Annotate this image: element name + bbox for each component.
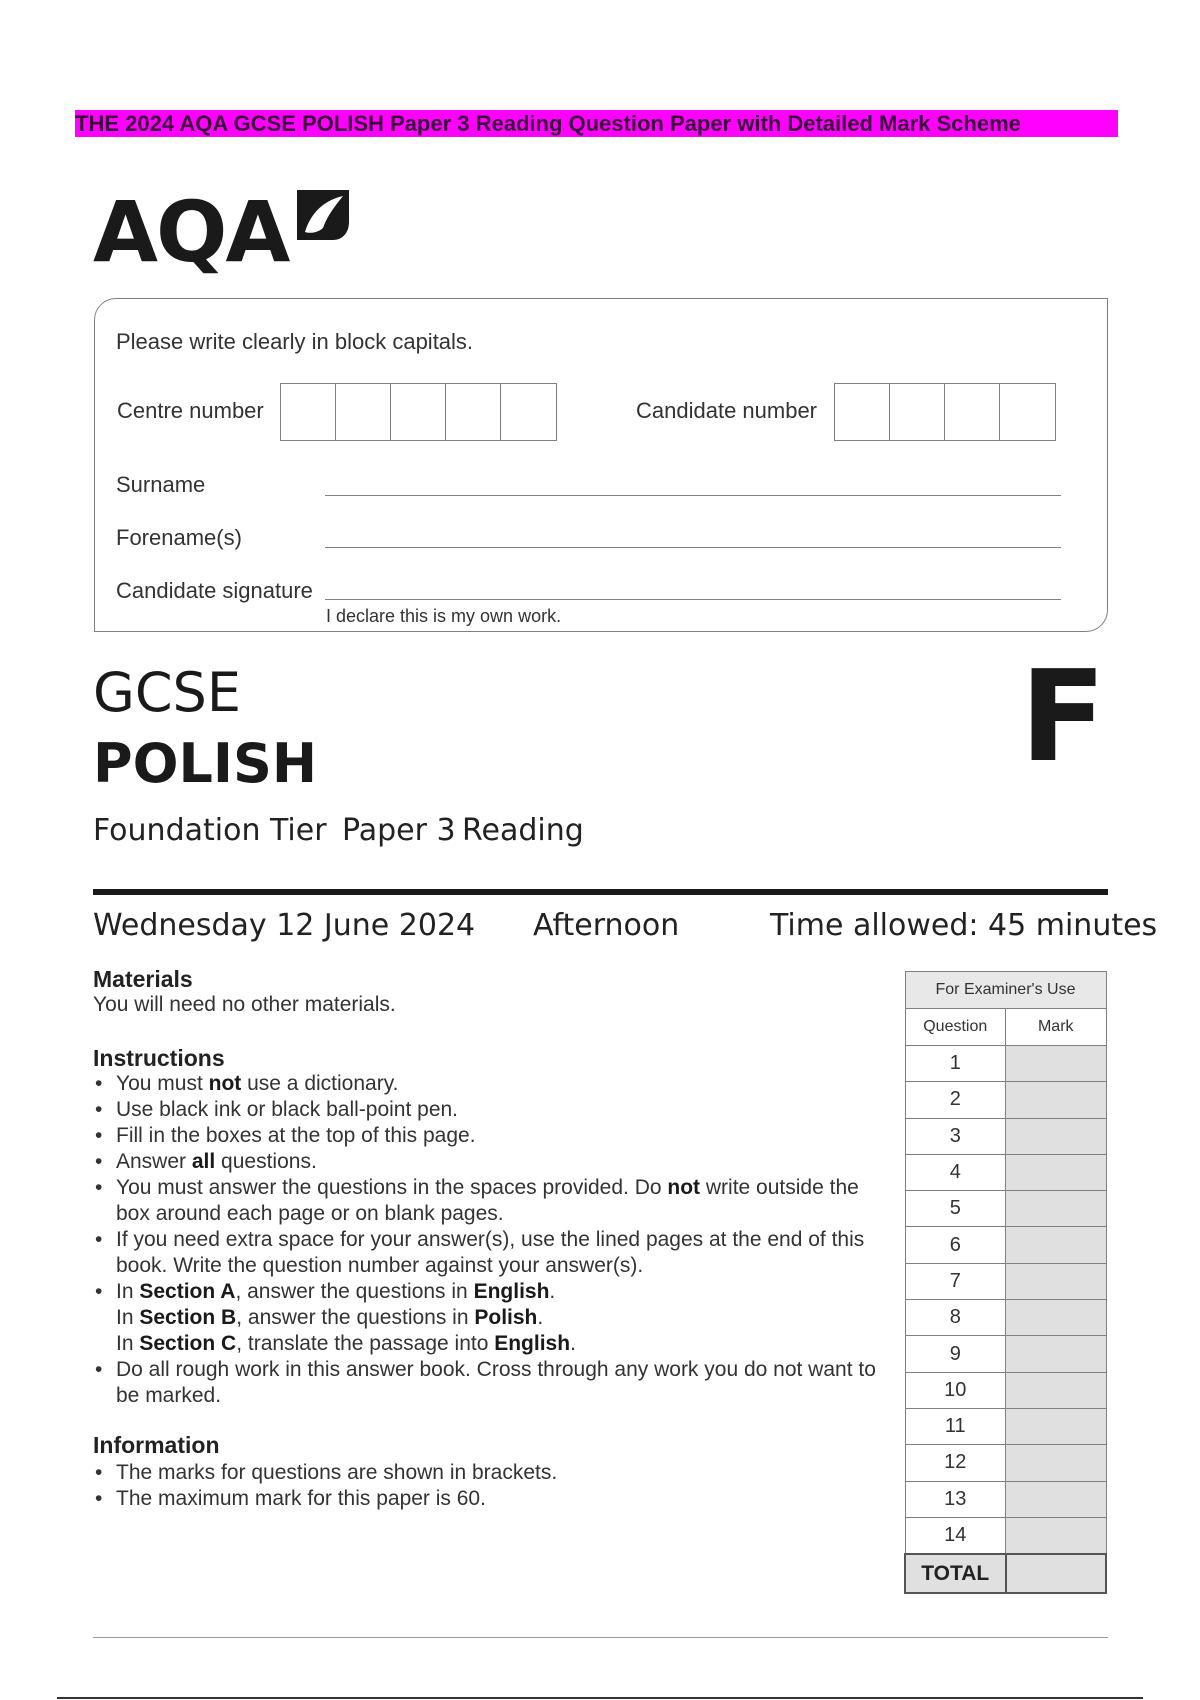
question-number: 2 — [905, 1082, 1006, 1118]
centre-number-boxes[interactable] — [280, 383, 557, 441]
instructions-list — [93, 1071, 883, 1409]
centre-digit-box[interactable] — [501, 384, 556, 440]
centre-number-label: Centre number — [117, 398, 264, 423]
question-number: 11 — [905, 1408, 1006, 1444]
list-item: • Fill in the boxes at the top of this page. — [93, 1123, 883, 1149]
time-allowed: Time allowed: 45 minutes — [770, 908, 1158, 943]
materials-text: You will need no other materials. — [93, 993, 396, 1016]
emphasis: Section B — [139, 1306, 237, 1329]
instructions-heading: Instructions — [93, 1045, 225, 1071]
subject-title: POLISH — [93, 732, 318, 795]
declaration-text: I declare this is my own work. — [326, 606, 562, 626]
question-number: 10 — [905, 1372, 1006, 1408]
question-number: 13 — [905, 1481, 1006, 1517]
mark-cell — [1006, 1408, 1107, 1444]
signature-label: Candidate signature — [116, 578, 313, 603]
candidate-digit-box[interactable] — [1000, 384, 1055, 440]
qualification-title: GCSE — [93, 661, 241, 724]
footer-divider — [93, 1637, 1108, 1638]
candidate-digit-box[interactable] — [835, 384, 890, 440]
text: , answer the questions in — [236, 1306, 475, 1329]
list-item — [93, 1331, 883, 1357]
mark-cell — [1006, 1154, 1107, 1190]
information-list — [93, 1460, 883, 1512]
list-item: • The maximum mark for this paper is 60. — [93, 1486, 883, 1512]
question-number: 3 — [905, 1118, 1006, 1154]
paper-text: Paper 3 — [342, 813, 456, 848]
exam-session: Afternoon — [533, 908, 680, 943]
table-row — [905, 1445, 1106, 1481]
mark-cell — [1006, 1481, 1107, 1517]
list-item: • If you need extra space for your answer(s), use the lined pages at the end of this book. Write the question number against your answer(s). — [93, 1227, 883, 1279]
question-number: 5 — [905, 1191, 1006, 1227]
table-row — [905, 1372, 1106, 1408]
centre-digit-box[interactable] — [336, 384, 391, 440]
text: use a dictionary. — [241, 1072, 399, 1095]
table-row — [905, 1263, 1106, 1299]
total-label: TOTAL — [905, 1554, 1006, 1593]
mark-cell — [1006, 1445, 1107, 1481]
question-number: 12 — [905, 1445, 1006, 1481]
exam-date: Wednesday 12 June 2024 — [93, 908, 476, 943]
mark-cell — [1006, 1118, 1107, 1154]
emphasis: all — [191, 1150, 216, 1173]
mark-cell — [1006, 1300, 1107, 1336]
list-item — [93, 1279, 883, 1305]
question-number: 6 — [905, 1227, 1006, 1263]
tier-letter: F — [1020, 643, 1107, 790]
examiner-use-table — [904, 971, 1107, 1594]
surname-label: Surname — [116, 472, 206, 497]
text: questions. — [215, 1150, 317, 1173]
emphasis: not — [208, 1072, 242, 1095]
table-row — [905, 1154, 1106, 1190]
list-item — [93, 1149, 883, 1175]
candidate-number-boxes[interactable] — [834, 383, 1056, 441]
list-item — [93, 1305, 883, 1331]
text: , answer the questions in — [235, 1280, 474, 1303]
table-title: For Examiner's Use — [905, 972, 1106, 1009]
question-number: 1 — [905, 1046, 1006, 1082]
forename-label: Forename(s) — [116, 525, 242, 550]
text: . — [549, 1280, 556, 1303]
text: write outside the box around each page or on blank pages. — [116, 1176, 859, 1225]
question-number: 4 — [905, 1154, 1006, 1190]
question-number: 9 — [905, 1336, 1006, 1372]
candidate-number-label: Candidate number — [636, 398, 818, 423]
tier-text: Foundation Tier — [93, 813, 327, 848]
table-row — [905, 1300, 1106, 1336]
total-row — [905, 1554, 1106, 1593]
signature-field[interactable] — [325, 599, 1061, 600]
mark-cell — [1006, 1082, 1107, 1118]
list-item — [93, 1175, 883, 1227]
question-number: 14 — [905, 1517, 1006, 1554]
centre-digit-box[interactable] — [391, 384, 446, 440]
emphasis: Section C — [139, 1332, 237, 1355]
mark-cell — [1006, 1046, 1107, 1082]
forename-field[interactable] — [325, 547, 1061, 548]
list-item: • The marks for questions are shown in brackets. — [93, 1460, 883, 1486]
page-edge-line — [57, 1697, 1143, 1699]
table-row — [905, 1408, 1106, 1444]
mark-cell — [1006, 1372, 1107, 1408]
table-row — [905, 1046, 1106, 1082]
mark-cell — [1006, 1191, 1107, 1227]
text: In — [116, 1280, 140, 1303]
text: . — [570, 1332, 576, 1355]
logo-text: AQA — [93, 183, 289, 281]
text: Answer — [116, 1150, 192, 1173]
component-text: Reading — [462, 813, 584, 848]
column-header-mark: Mark — [1006, 1009, 1107, 1046]
text: You must answer the questions in the spaces provided. Do — [116, 1176, 668, 1199]
table-row — [905, 1082, 1106, 1118]
candidate-digit-box[interactable] — [890, 384, 945, 440]
text: . — [537, 1306, 544, 1329]
text: You must — [116, 1072, 209, 1095]
mark-cell — [1006, 1336, 1107, 1372]
candidate-digit-box[interactable] — [945, 384, 1000, 440]
list-item: • Use black ink or black ball-point pen. — [93, 1097, 883, 1123]
materials-heading: Materials — [93, 966, 193, 992]
title-banner: THE 2024 AQA GCSE POLISH Paper 3 Reading Question Paper with Detailed Mark Scheme — [75, 110, 1118, 137]
table-row — [905, 1227, 1106, 1263]
question-number: 7 — [905, 1263, 1006, 1299]
table-row — [905, 1481, 1106, 1517]
emphasis: English — [473, 1280, 550, 1303]
emphasis: Polish — [474, 1306, 538, 1329]
emphasis: not — [667, 1176, 701, 1199]
aqa-logo — [93, 183, 363, 281]
table-row — [905, 1191, 1106, 1227]
centre-digit-box[interactable] — [446, 384, 501, 440]
text: In — [116, 1306, 140, 1329]
total-mark-cell — [1006, 1554, 1107, 1593]
list-item — [93, 1071, 883, 1097]
text: , translate the passage into — [236, 1332, 495, 1355]
emphasis: Section A — [139, 1280, 236, 1303]
table-row — [905, 1118, 1106, 1154]
mark-cell — [1006, 1517, 1107, 1554]
title-divider — [93, 889, 1108, 895]
centre-digit-box[interactable] — [281, 384, 336, 440]
information-heading: Information — [93, 1432, 220, 1458]
question-number: 8 — [905, 1300, 1006, 1336]
text: In — [116, 1332, 140, 1355]
leaf-logo-icon — [293, 186, 353, 244]
table-row — [905, 1517, 1106, 1554]
table-row — [905, 1336, 1106, 1372]
block-capitals-instruction: Please write clearly in block capitals. — [116, 329, 474, 354]
column-header-question: Question — [905, 1009, 1006, 1046]
mark-cell — [1006, 1227, 1107, 1263]
list-item: • Do all rough work in this answer book. Cross through any work you do not want to be marked. — [93, 1357, 883, 1409]
surname-field[interactable] — [325, 495, 1061, 496]
emphasis: English — [494, 1332, 571, 1355]
mark-cell — [1006, 1263, 1107, 1299]
